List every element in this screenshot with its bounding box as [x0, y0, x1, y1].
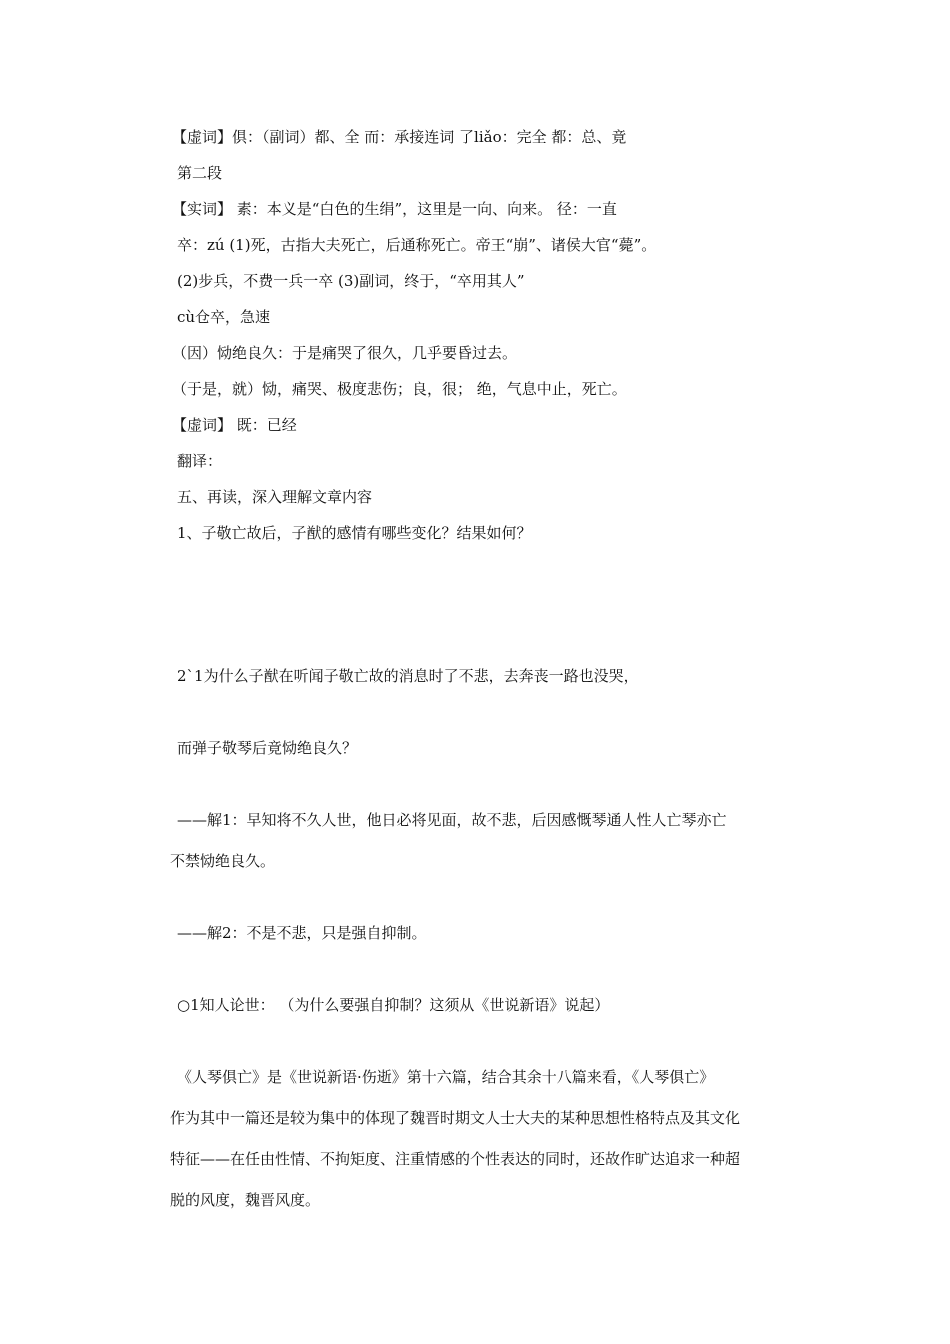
- line-word-glosses: （于是，就）恸，痛哭、极度悲伤；良，很； 绝，气息中止，死亡。: [172, 380, 627, 398]
- line-know-the-man: ○1知人论世： （为什么要强自抑制？这须从《世说新语》说起）: [177, 996, 610, 1014]
- line-answer-1-part-2: 不禁恸绝良久。: [170, 852, 276, 870]
- line-translation-label: 翻译：: [177, 452, 223, 470]
- line-paragraph-3: 特征——在任由性情、不拘矩度、注重情感的个性表达的同时，还故作旷达追求一种超: [170, 1150, 741, 1168]
- line-function-words-ju: 【虚词】俱：（副词）都、全 而：承接连词 了liǎo：完全 都：总、竟: [172, 128, 627, 146]
- line-answer-1-part-1: ——解1：早知将不久人世，他日必将见面，故不悲，后因感慨琴通人性人亡琴亦亡: [177, 811, 727, 829]
- line-zu-meaning-1: 卒：zú (1)死，古指大夫死亡，后通称死亡。帝王“崩”、诸侯大官“薨”。: [177, 236, 657, 254]
- line-paragraph-4: 脱的风度，魏晋风度。: [170, 1191, 321, 1209]
- line-question-2-part-1: 2`1为什么子猷在听闻子敬亡故的消息时了不悲，去奔丧一路也没哭，: [177, 667, 639, 685]
- line-question-2-part-2: 而弹子敬琴后竟恸绝良久？: [177, 739, 358, 757]
- line-paragraph-2: 作为其中一篇还是较为集中的体现了魏晋时期文人士大夫的某种思想性格特点及其文化: [170, 1109, 741, 1127]
- line-function-words-ji: 【虚词】 既：已经: [172, 416, 297, 434]
- line-content-words-su: 【实词】 素：本义是“白色的生绢”，这里是一向、向来。 径：一直: [172, 200, 617, 218]
- line-section-two-heading: 第二段: [177, 164, 223, 182]
- line-zu-meaning-2-3: (2)步兵，不费一兵一卒 (3)副词，终于，“卒用其人”: [177, 272, 525, 290]
- line-tong-jue-liang-jiu: （因）恸绝良久：于是痛哭了很久，几乎要昏过去。: [172, 344, 518, 362]
- line-paragraph-1: 《人琴俱亡》是《世说新语·伤逝》第十六篇，结合其余十八篇来看，《人琴俱亡》: [177, 1068, 715, 1086]
- line-section-five-heading: 五、再读，深入理解文章内容: [177, 488, 373, 506]
- line-answer-2: ——解2：不是不悲，只是强自抑制。: [177, 924, 427, 942]
- line-question-1: 1、子敬亡故后，子猷的感情有哪些变化？结果如何？: [177, 524, 532, 542]
- line-cu-meaning: cù仓卒，急速: [177, 308, 271, 326]
